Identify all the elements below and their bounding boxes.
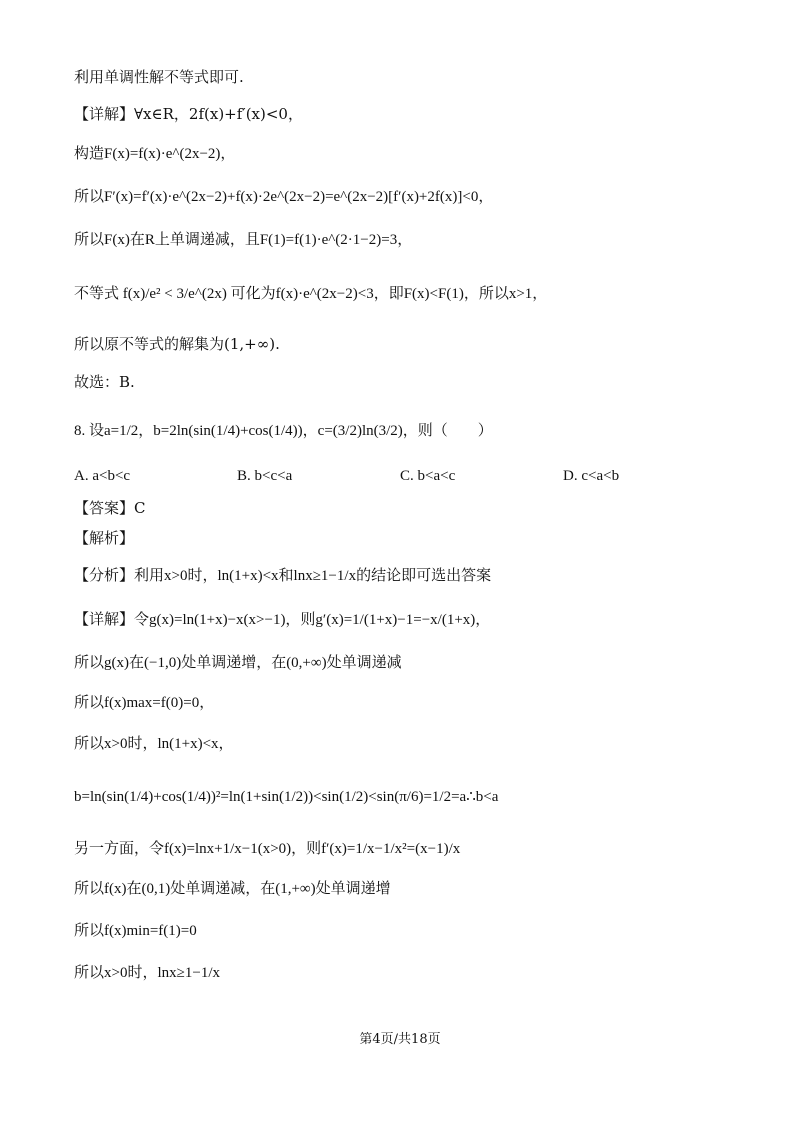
text-line-19: 所以f(x)在(0,1)处单调递减，在(1,+∞)处单调递增 bbox=[74, 881, 391, 897]
choice-b: B. b<c<a bbox=[237, 468, 293, 484]
text-line-13: 【详解】令g(x)=ln(1+x)−x(x>−1)，则g′(x)=1/(1+x)−1=−x/(1+x)， bbox=[74, 612, 491, 628]
text-line-20: 所以f(x)min=f(1)=0 bbox=[74, 923, 197, 939]
text-line-7: 所以原不等式的解集为(1,+∞). bbox=[74, 335, 280, 353]
text-line-6: 不等式 f(x)/e² < 3/e^(2x) 可化为f(x)·e^(2x−2)<3，即F(x)<F(1)，所以x>1， bbox=[74, 286, 548, 302]
text-line-1: 利用单调性解不等式即可. bbox=[74, 68, 244, 86]
analysis-label: 【解析】 bbox=[74, 529, 135, 547]
choice-d: D. c<a<b bbox=[563, 468, 620, 484]
question-8: 8. 设a=1/2，b=2ln(sin(1/4)+cos(1/4))，c=(3/2)ln(3/2)，则（ ） bbox=[74, 423, 493, 439]
text-line-12: 【分析】利用x>0时，ln(1+x)<x和lnx≥1−1/x的结论即可选出答案 bbox=[74, 568, 492, 584]
text-line-5: 所以F(x)在R上单调递减，且F(1)=f(1)·e^(2·1−2)=3， bbox=[74, 232, 413, 248]
text-line-4: 所以F′(x)=f′(x)·e^(2x−2)+f(x)·2e^(2x−2)=e^(2x−2)[f′(x)+2f(x)]<0， bbox=[74, 189, 494, 205]
text-line-3: 构造F(x)=f(x)·e^(2x−2)， bbox=[74, 146, 236, 162]
answer-label: 【答案】C bbox=[74, 499, 146, 517]
text-line-16: 所以x>0时，ln(1+x)<x， bbox=[74, 736, 234, 752]
text-line-14: 所以g(x)在(−1,0)处单调递增，在(0,+∞)处单调递减 bbox=[74, 655, 402, 671]
text-line-15: 所以f(x)max=f(0)=0， bbox=[74, 695, 215, 711]
page-footer: 第4页/共18页 bbox=[359, 1032, 441, 1047]
text-line-2: 【详解】∀x∈R，2f(x)+f′(x)<0， bbox=[74, 105, 303, 123]
text-line-21: 所以x>0时，lnx≥1−1/x bbox=[74, 965, 220, 981]
choice-c: C. b<a<c bbox=[400, 468, 456, 484]
text-line-18: 另一方面，令f(x)=lnx+1/x−1(x>0)，则f′(x)=1/x−1/x²=(x−1)/x bbox=[74, 841, 461, 857]
text-line-17: b=ln(sin(1/4)+cos(1/4))²=ln(1+sin(1/2))<sin(1/2)<sin(π/6)=1/2=a∴b<a bbox=[74, 789, 499, 805]
text-line-8: 故选：B. bbox=[74, 373, 135, 391]
choice-a: A. a<b<c bbox=[74, 468, 131, 484]
